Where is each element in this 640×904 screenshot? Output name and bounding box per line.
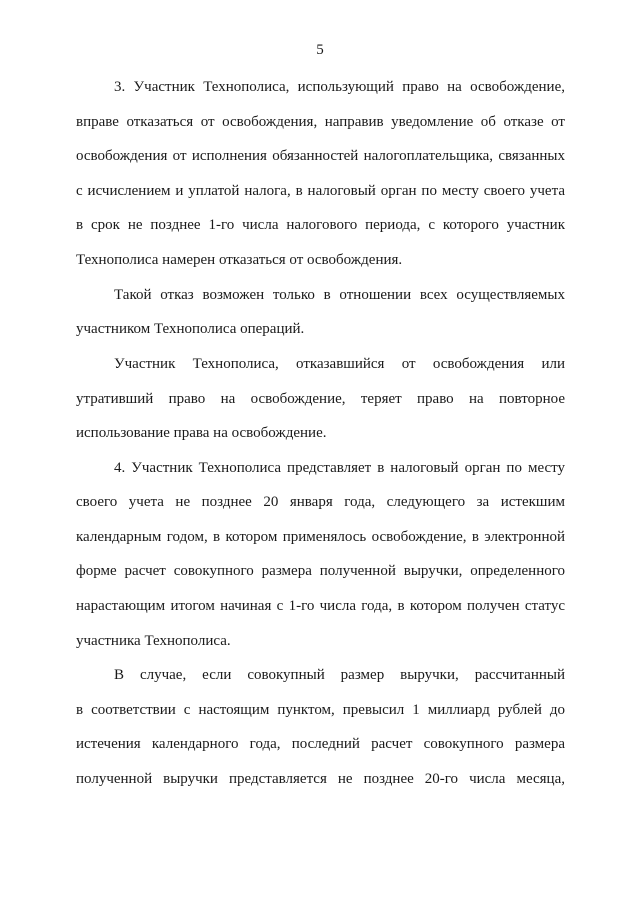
loss-paragraph-line-3: использование права на освобождение. [76, 425, 327, 441]
paragraph-3-line-1: 3. Участник Технополиса, использующий право на освобождение, [114, 79, 565, 95]
paragraph-4-line-5: нарастающим итогом начиная с 1-го числа года, в котором получен статус [76, 598, 565, 614]
revenue-paragraph-line-4: полученной выручки представляется не позднее 20-го числа месяца, [76, 771, 565, 787]
page-number: 5 [316, 42, 324, 58]
paragraph-3-line-5: в срок не позднее 1-го числа налогового периода, с которого участник [76, 217, 565, 233]
paragraph-3-line-3: освобождения от исполнения обязанностей налогоплательщика, связанных [76, 148, 565, 164]
refusal-paragraph-line-2: участником Технополиса операций. [76, 321, 305, 337]
loss-paragraph-line-2: утративший право на освобождение, теряет право на повторное [76, 391, 565, 407]
refusal-paragraph-line-1: Такой отказ возможен только в отношении всех осуществляемых [114, 287, 565, 303]
paragraph-4-line-6: участника Технополиса. [76, 633, 231, 649]
paragraph-4-line-3: календарным годом, в котором применялось освобождение, в электронной [76, 529, 565, 545]
revenue-paragraph-line-3: истечения календарного года, последний расчет совокупного размера [76, 736, 565, 752]
paragraph-4-line-2: своего учета не позднее 20 января года, следующего за истекшим [76, 494, 565, 510]
paragraph-4-line-1: 4. Участник Технополиса представляет в налоговый орган по месту [114, 460, 565, 476]
revenue-paragraph-line-1: В случае, если совокупный размер выручки, рассчитанный [114, 667, 565, 683]
revenue-paragraph-line-2: в соответствии с настоящим пунктом, превысил 1 миллиард рублей до [76, 702, 565, 718]
loss-paragraph-line-1: Участник Технополиса, отказавшийся от освобождения или [114, 356, 565, 372]
paragraph-3-line-6: Технополиса намерен отказаться от освобождения. [76, 252, 403, 268]
paragraph-4-line-4: форме расчет совокупного размера полученной выручки, определенного [76, 563, 565, 579]
paragraph-3-line-4: с исчислением и уплатой налога, в налоговый орган по месту своего учета [76, 183, 565, 199]
paragraph-3-line-2: вправе отказаться от освобождения, направив уведомление об отказе от [76, 114, 565, 130]
